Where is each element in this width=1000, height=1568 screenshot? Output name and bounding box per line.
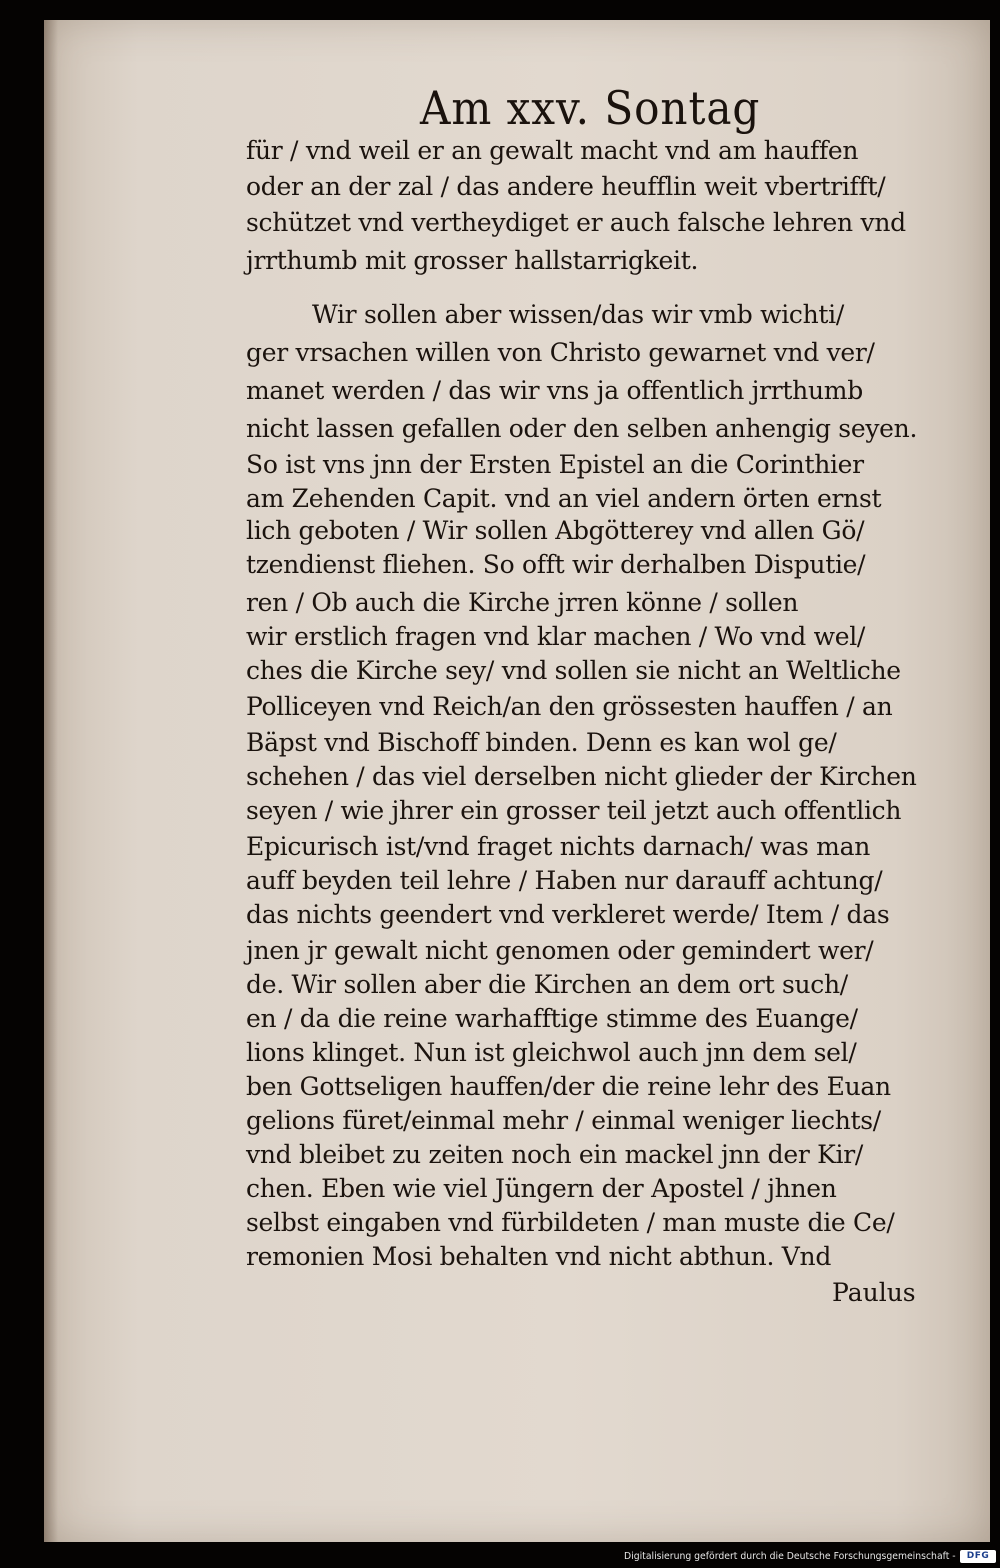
text-line: ger vrsachen willen von Christo gewarnet vnd ver/ [246,338,875,367]
text-line: auff beyden teil lehre / Haben nur darauff achtung/ [246,866,883,895]
text-line: chen. Eben wie viel Jüngern der Apostel / jhnen [246,1174,837,1203]
page-gutter-shadow [44,20,58,1542]
text-line: das nichts geendert vnd verkleret werde/ Item / das [246,900,890,929]
text-line: en / da die reine warhafftige stimme des Euange/ [246,1004,858,1033]
text-line: lich geboten / Wir sollen Abgötterey vnd allen Gö/ [246,516,865,545]
text-line: ren / Ob auch die Kirche jrren könne / sollen [246,588,799,617]
text-line: seyen / wie jhrer ein grosser teil jetzt auch offentlich [246,796,902,825]
text-line: So ist vns jnn der Ersten Epistel an die Corinthier [246,450,864,479]
text-line: schützet vnd vertheydiget er auch falsche lehren vnd [246,208,906,237]
text-line: Bäpst vnd Bischoff binden. Denn es kan wol ge/ [246,728,837,757]
text-line: nicht lassen gefallen oder den selben anhengig seyen. [246,414,918,443]
text-line: schehen / das viel derselben nicht glieder der Kirchen [246,762,917,791]
text-line: oder an der zal / das andere heufflin weit vbertrifft/ [246,172,886,201]
text-line: ches die Kirche sey/ vnd sollen sie nicht an Weltliche [246,656,901,685]
text-line: selbst eingaben vnd fürbildeten / man muste die Ce/ [246,1208,895,1237]
text-line: ben Gottseligen hauffen/der die reine lehr des Euan [246,1072,891,1101]
text-line: jnen jr gewalt nicht genomen oder gemindert wer/ [246,936,874,965]
digitization-credit: Digitalisierung gefördert durch die Deutsche Forschungsgemeinschaft - [624,1551,956,1562]
text-line: am Zehenden Capit. vnd an viel andern örten ernst [246,484,882,513]
dfg-logo: DFG [960,1550,996,1563]
text-line: wir erstlich fragen vnd klar machen / Wo vnd wel/ [246,622,866,651]
text-line: gelions füret/einmal mehr / einmal weniger liechts/ [246,1106,881,1135]
text-line: manet werden / das wir vns ja offentlich jrrthumb [246,376,863,405]
text-line: de. Wir sollen aber die Kirchen an dem ort such/ [246,970,848,999]
text-line: tzendienst fliehen. So offt wir derhalben Disputie/ [246,550,866,579]
text-line: Wir sollen aber wissen/das wir vmb wichti/ [312,300,844,329]
text-line: für / vnd weil er an gewalt macht vnd am hauffen [246,136,859,165]
text-line: lions klinget. Nun ist gleichwol auch jnn dem sel/ [246,1038,857,1067]
text-line: vnd bleibet zu zeiten noch ein mackel jnn der Kir/ [246,1140,864,1169]
catchword: Paulus [832,1278,916,1307]
text-line: jrrthumb mit grosser hallstarrigkeit. [246,246,699,275]
running-head: Am xxv. Sontag [420,81,761,135]
text-line: Polliceyen vnd Reich/an den grössesten hauffen / an [246,692,893,721]
text-line: remonien Mosi behalten vnd nicht abthun. Vnd [246,1242,832,1271]
text-line: Epicurisch ist/vnd fraget nichts darnach/ was man [246,832,870,861]
